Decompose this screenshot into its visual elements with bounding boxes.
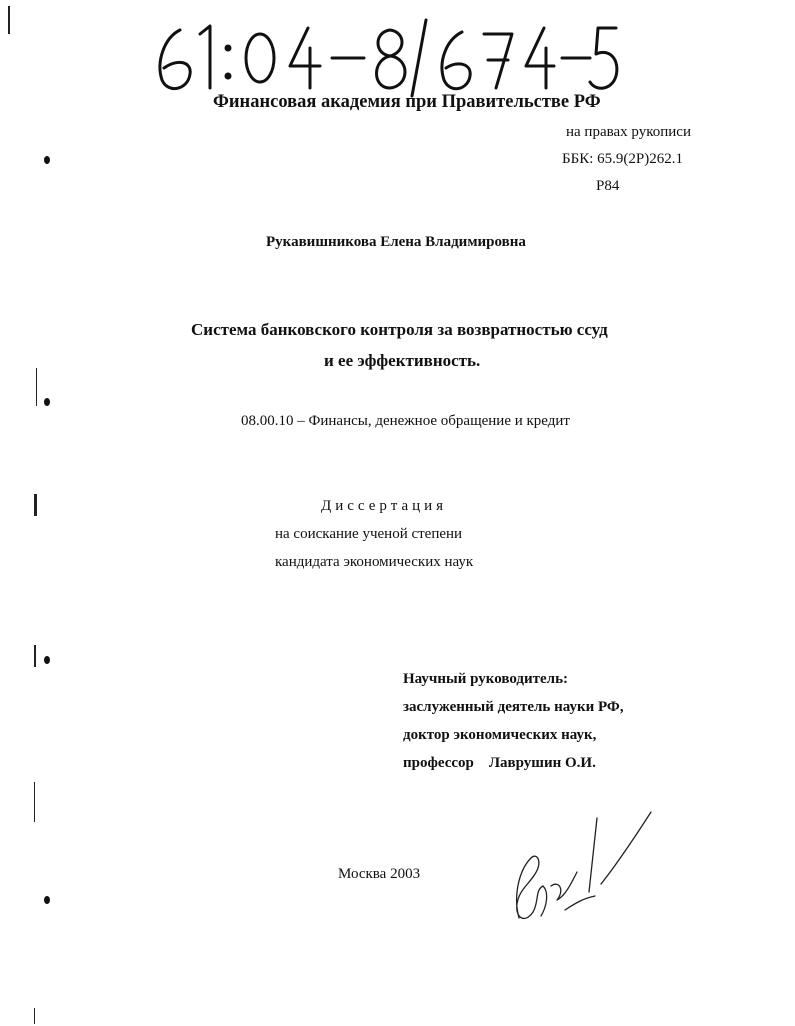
author-mark: Р84 [596, 178, 620, 194]
signature [505, 800, 665, 930]
author-name: Рукавишникова Елена Владимировна [266, 234, 526, 250]
scan-edge-mark [34, 645, 36, 667]
handwritten-catalogue-number [150, 18, 620, 98]
supervisor-title-2: доктор экономических наук, [403, 727, 597, 743]
degree-line-1: на соискание ученой степени [275, 526, 463, 542]
scan-edge-mark [34, 494, 37, 516]
scan-edge-mark [34, 1008, 35, 1024]
scan-edge-mark [34, 782, 35, 822]
manuscript-rights: на правах рукописи [566, 124, 691, 140]
city-year: Москва 2003 [338, 866, 421, 882]
binding-dot [44, 896, 50, 904]
scan-edge-mark [36, 368, 37, 406]
binding-dot [44, 156, 50, 164]
supervisor-name: профессор Лаврушин О.И. [403, 755, 596, 771]
dissertation-title-line-2: и ее эффективность. [324, 351, 481, 370]
academy-name: Финансовая академия при Правительстве РФ [213, 92, 601, 112]
bbk-code: ББК: 65.9(2Р)262.1 [562, 151, 683, 167]
dissertation-title-line-1: Система банковского контроля за возвратностью ссуд [191, 320, 608, 339]
dissertation-heading: Диссертация [321, 498, 448, 514]
binding-dot [44, 656, 50, 664]
scan-edge-mark [8, 6, 10, 34]
supervisor-label: Научный руководитель: [403, 671, 568, 687]
specialty-code: 08.00.10 – Финансы, денежное обращение и кредит [241, 413, 570, 429]
supervisor-title-1: заслуженный деятель науки РФ, [403, 699, 624, 715]
binding-dot [44, 398, 50, 406]
degree-line-2: кандидата экономических наук [275, 554, 474, 570]
